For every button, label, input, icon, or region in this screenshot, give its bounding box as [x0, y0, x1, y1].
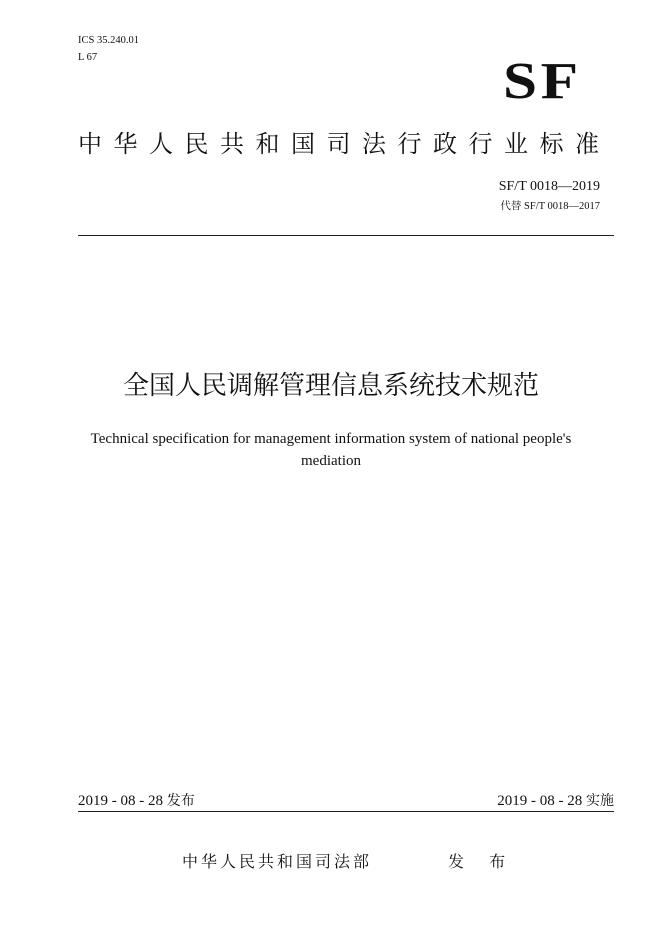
classification-code: L 67 [78, 52, 98, 63]
document-title-chinese: 全国人民调解管理信息系统技术规范 [122, 371, 539, 401]
document-title-english: Technical specification for management information system of national people's mediation [90, 431, 572, 469]
sf-logo: SF [503, 53, 582, 110]
issue-date: 2019 - 08 - 28 [78, 793, 163, 809]
standard-number: SF/T 0018—2019 [498, 179, 600, 194]
standard-category-title: 中华人民共和国司法行政行业标准 [78, 130, 611, 158]
issue-date-line [78, 791, 195, 811]
implement-label: 实施 [586, 793, 614, 809]
replaces-standard: 代替 SF/T 0018—2017 [500, 201, 600, 212]
issue-label: 发布 [166, 793, 195, 809]
top-divider [78, 235, 614, 236]
implement-date: 2019 - 08 - 28 [497, 793, 583, 809]
bottom-divider [78, 811, 614, 812]
ics-code: ICS 35.240.01 [78, 35, 139, 46]
publish-label: 发 布 [448, 852, 516, 871]
implement-date-line [497, 791, 614, 811]
publisher-name: 中华人民共和国司法部 [182, 852, 373, 871]
